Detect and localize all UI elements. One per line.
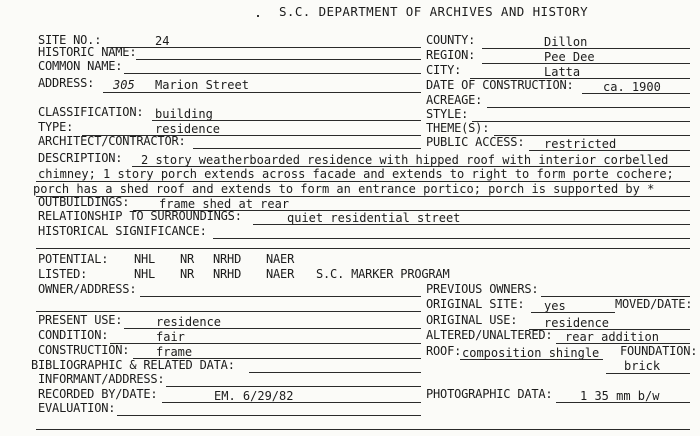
relationship-label: RELATIONSHIP TO SURROUNDINGS: xyxy=(38,209,242,223)
historical-significance-label: HISTORICAL SIGNIFICANCE: xyxy=(38,224,207,238)
original-use-value: residence xyxy=(544,316,610,330)
section-rule-1 xyxy=(36,248,690,249)
style-line xyxy=(472,121,690,122)
theme-label: THEME(S): xyxy=(426,121,490,135)
description-rule-3 xyxy=(36,196,690,197)
listed-nrhd[interactable]: NRHD xyxy=(213,267,242,281)
region-label: REGION: xyxy=(426,48,476,62)
stray-mark xyxy=(257,15,259,17)
bibliographic-label: BIBLIOGRAPHIC & RELATED DATA: xyxy=(31,358,235,372)
photographic-data-value: 1 35 mm b/w xyxy=(580,389,660,403)
description-line-2: chimney; 1 story porch extends across facade and extends to right to form porte cochere; xyxy=(38,167,674,181)
style-label: STYLE: xyxy=(426,107,469,121)
foundation-value: brick xyxy=(624,359,661,373)
present-use-line xyxy=(124,328,421,329)
recorded-by-value: EM. 6/29/82 xyxy=(214,389,294,403)
county-line xyxy=(482,48,690,49)
address-line xyxy=(103,92,421,93)
informant-address-label: INFORMANT/ADDRESS: xyxy=(38,372,165,386)
region-line xyxy=(482,63,690,64)
photographic-line xyxy=(556,402,690,403)
previous-owners-label: PREVIOUS OWNERS: xyxy=(426,282,539,296)
foundation-label: FOUNDATION: xyxy=(620,344,698,358)
form-title: S.C. DEPARTMENT OF ARCHIVES AND HISTORY xyxy=(279,4,589,19)
date-of-construction-value: ca. 1900 xyxy=(603,80,661,94)
altered-value: rear addition xyxy=(565,330,659,344)
marker-program-label: S.C. MARKER PROGRAM xyxy=(316,267,450,281)
public-access-value: restricted xyxy=(544,137,617,151)
recorded-line xyxy=(162,402,421,403)
evaluation-line xyxy=(117,415,421,416)
altered-label: ALTERED/UNALTERED: xyxy=(426,328,553,342)
acreage-line xyxy=(487,107,690,108)
potential-nr[interactable]: NR xyxy=(180,252,195,266)
evaluation-label: EVALUATION: xyxy=(38,401,116,415)
listed-naer[interactable]: NAER xyxy=(266,267,295,281)
potential-naer[interactable]: NAER xyxy=(266,252,295,266)
present-use-label: PRESENT USE: xyxy=(38,313,123,327)
city-label: CITY: xyxy=(426,63,462,77)
common-name-label: COMMON NAME: xyxy=(38,59,123,73)
condition-label: CONDITION: xyxy=(38,328,109,342)
address-number: 305 xyxy=(113,78,135,92)
outbuildings-label: OUTBUILDINGS: xyxy=(38,195,130,209)
description-label: DESCRIPTION: xyxy=(38,151,123,165)
architect-label: ARCHITECT/CONTRACTOR: xyxy=(38,134,186,148)
address-label: ADDRESS: xyxy=(38,76,95,90)
potential-nhl[interactable]: NHL xyxy=(134,252,156,266)
historic-name-label: HISTORIC NAME: xyxy=(38,45,137,59)
owner-address-line xyxy=(140,296,421,297)
site-no-label: SITE NO.: xyxy=(38,33,102,47)
original-site-label: ORIGINAL SITE: xyxy=(426,297,525,311)
construction-label: CONSTRUCTION: xyxy=(38,343,130,357)
present-use-value: residence xyxy=(156,315,222,329)
relationship-value: quiet residential street xyxy=(287,211,461,225)
roof-label: ROOF: xyxy=(426,344,462,358)
description-line-1: 2 story weatherboarded residence with hipped roof with interior corbelled xyxy=(141,153,669,167)
listed-nhl[interactable]: NHL xyxy=(134,267,156,281)
site-no-line xyxy=(107,47,421,48)
description-line-3: porch has a shed roof and extends to form an entrance portico; porch is supported by * xyxy=(33,182,655,196)
relationship-line xyxy=(253,224,690,225)
public-access-line xyxy=(529,150,690,151)
recorded-by-label: RECORDED BY/DATE: xyxy=(38,387,158,401)
classification-line xyxy=(152,120,421,121)
city-value: Latta xyxy=(544,65,581,79)
informant-line xyxy=(166,386,421,387)
public-access-label: PUBLIC ACCESS: xyxy=(426,135,525,149)
bibliographic-line xyxy=(249,372,421,373)
potential-label: POTENTIAL: xyxy=(38,252,109,266)
owner-address-label: OWNER/ADDRESS: xyxy=(38,282,137,296)
original-site-value: yes xyxy=(544,299,566,313)
original-site-line xyxy=(531,312,615,313)
listed-label: LISTED: xyxy=(38,267,88,281)
bottom-rule xyxy=(36,429,690,430)
original-use-label: ORIGINAL USE: xyxy=(426,313,518,327)
county-label: COUNTY: xyxy=(426,33,476,47)
potential-nrhd[interactable]: NRHD xyxy=(213,252,242,266)
outbuildings-value: frame shed at rear xyxy=(159,197,290,211)
date-line xyxy=(582,93,690,94)
date-of-construction-label: DATE OF CONSTRUCTION: xyxy=(426,78,574,92)
roof-line xyxy=(460,359,603,360)
county-value: Dillon xyxy=(544,35,588,49)
address-street: Marion Street xyxy=(155,78,249,92)
photographic-data-label: PHOTOGRAPHIC DATA: xyxy=(426,387,553,401)
roof-value: composition shingle xyxy=(462,346,600,360)
acreage-label: ACREAGE: xyxy=(426,93,483,107)
moved-date-label: MOVED/DATE: xyxy=(615,297,693,311)
classification-label: CLASSIFICATION: xyxy=(38,105,144,119)
listed-nr[interactable]: NR xyxy=(180,267,195,281)
architect-line xyxy=(193,148,421,149)
historic-name-line xyxy=(136,59,421,60)
classification-value: building xyxy=(155,107,213,121)
site-no-value: 24 xyxy=(155,34,170,48)
condition-line xyxy=(110,343,421,344)
construction-value: frame xyxy=(156,345,193,359)
significance-line xyxy=(213,238,690,239)
type-value: residence xyxy=(155,122,221,136)
region-value: Pee Dee xyxy=(544,50,595,64)
section-rule-2 xyxy=(36,311,421,312)
type-label: TYPE: xyxy=(38,120,74,134)
foundation-line xyxy=(606,373,690,374)
common-name-line xyxy=(124,73,421,74)
condition-value: fair xyxy=(156,330,185,344)
